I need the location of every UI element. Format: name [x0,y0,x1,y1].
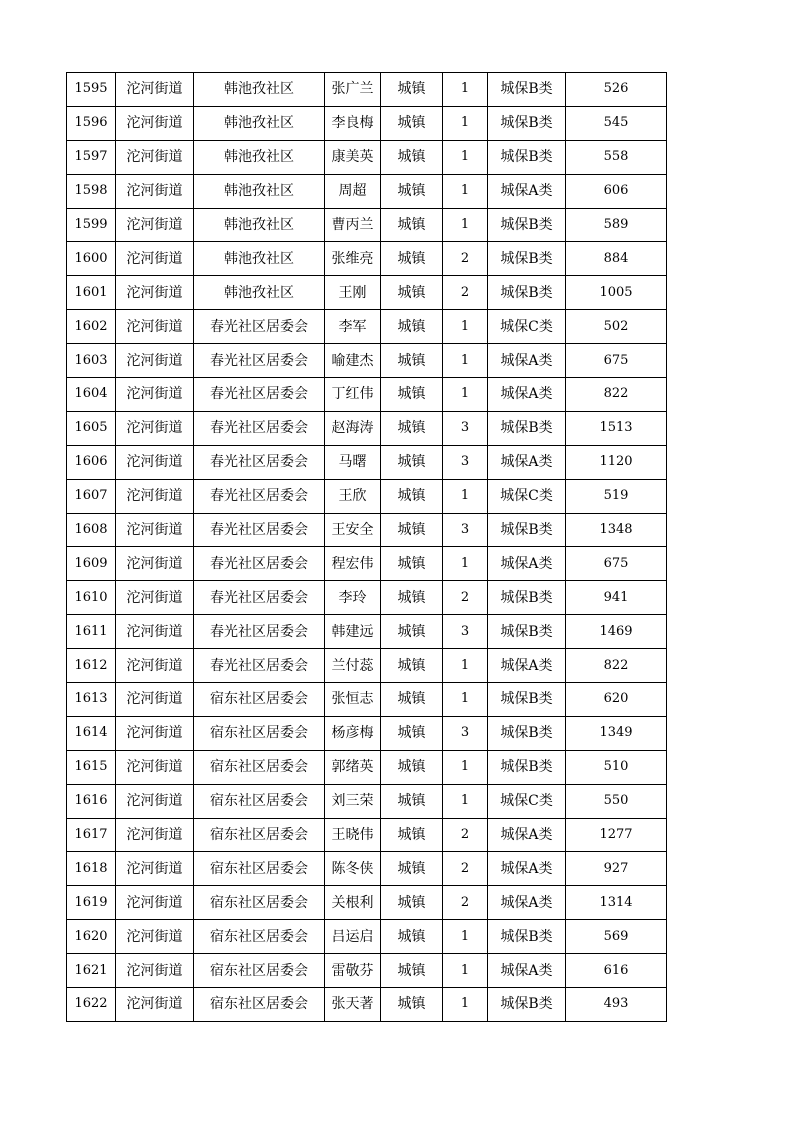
serial-number-cell: 1597 [67,140,116,174]
table-row [67,513,667,547]
amount-cell: 822 [566,649,667,683]
household-size-cell: 3 [443,513,488,547]
serial-number-cell: 1602 [67,310,116,344]
community-cell: 宿东社区居委会 [194,818,325,852]
amount-cell: 616 [566,954,667,988]
amount-cell: 545 [566,106,667,140]
household-size-cell: 2 [443,818,488,852]
table-row [67,344,667,378]
table-row [67,954,667,988]
name-cell: 刘三荣 [325,784,381,818]
serial-number-cell: 1610 [67,581,116,615]
area-type-cell: 城镇 [381,140,443,174]
household-size-cell: 1 [443,784,488,818]
category-cell: 城保B类 [488,276,566,310]
street-cell: 沱河街道 [116,581,194,615]
household-size-cell: 1 [443,649,488,683]
name-cell: 李军 [325,310,381,344]
serial-number-cell: 1601 [67,276,116,310]
serial-number-cell: 1595 [67,73,116,107]
serial-number-cell: 1616 [67,784,116,818]
serial-number-cell: 1617 [67,818,116,852]
community-cell: 春光社区居委会 [194,615,325,649]
serial-number-cell: 1621 [67,954,116,988]
area-type-cell: 城镇 [381,886,443,920]
serial-number-cell: 1612 [67,649,116,683]
name-cell: 郭绪英 [325,750,381,784]
street-cell: 沱河街道 [116,479,194,513]
street-cell: 沱河街道 [116,140,194,174]
community-cell: 春光社区居委会 [194,378,325,412]
community-cell: 春光社区居委会 [194,445,325,479]
serial-number-cell: 1620 [67,920,116,954]
amount-cell: 558 [566,140,667,174]
area-type-cell: 城镇 [381,513,443,547]
name-cell: 康美英 [325,140,381,174]
street-cell: 沱河街道 [116,615,194,649]
amount-cell: 1469 [566,615,667,649]
street-cell: 沱河街道 [116,920,194,954]
area-type-cell: 城镇 [381,344,443,378]
name-cell: 杨彦梅 [325,716,381,750]
table-row [67,716,667,750]
community-cell: 宿东社区居委会 [194,683,325,717]
household-size-cell: 1 [443,106,488,140]
name-cell: 关根利 [325,886,381,920]
serial-number-cell: 1600 [67,242,116,276]
serial-number-cell: 1603 [67,344,116,378]
serial-number-cell: 1614 [67,716,116,750]
household-size-cell: 2 [443,886,488,920]
community-cell: 春光社区居委会 [194,581,325,615]
serial-number-cell: 1608 [67,513,116,547]
community-cell: 韩池孜社区 [194,106,325,140]
street-cell: 沱河街道 [116,954,194,988]
household-size-cell: 1 [443,208,488,242]
community-cell: 宿东社区居委会 [194,954,325,988]
name-cell: 周超 [325,174,381,208]
community-cell: 春光社区居委会 [194,411,325,445]
amount-cell: 1005 [566,276,667,310]
serial-number-cell: 1596 [67,106,116,140]
household-size-cell: 1 [443,988,488,1022]
amount-cell: 550 [566,784,667,818]
table-row [67,581,667,615]
category-cell: 城保B类 [488,581,566,615]
amount-cell: 941 [566,581,667,615]
household-size-cell: 3 [443,716,488,750]
community-cell: 宿东社区居委会 [194,784,325,818]
street-cell: 沱河街道 [116,411,194,445]
category-cell: 城保B类 [488,208,566,242]
amount-cell: 1513 [566,411,667,445]
household-size-cell: 3 [443,615,488,649]
household-size-cell: 1 [443,547,488,581]
household-size-cell: 1 [443,479,488,513]
category-cell: 城保B类 [488,140,566,174]
area-type-cell: 城镇 [381,615,443,649]
table-row [67,988,667,1022]
category-cell: 城保A类 [488,954,566,988]
serial-number-cell: 1618 [67,852,116,886]
amount-cell: 620 [566,683,667,717]
category-cell: 城保C类 [488,479,566,513]
community-cell: 宿东社区居委会 [194,716,325,750]
category-cell: 城保B类 [488,615,566,649]
name-cell: 丁红伟 [325,378,381,412]
name-cell: 马曙 [325,445,381,479]
street-cell: 沱河街道 [116,818,194,852]
name-cell: 韩建远 [325,615,381,649]
household-size-cell: 1 [443,310,488,344]
community-cell: 春光社区居委会 [194,479,325,513]
area-type-cell: 城镇 [381,581,443,615]
amount-cell: 569 [566,920,667,954]
area-type-cell: 城镇 [381,310,443,344]
street-cell: 沱河街道 [116,174,194,208]
category-cell: 城保B类 [488,716,566,750]
category-cell: 城保B类 [488,920,566,954]
serial-number-cell: 1607 [67,479,116,513]
street-cell: 沱河街道 [116,547,194,581]
amount-cell: 510 [566,750,667,784]
amount-cell: 1120 [566,445,667,479]
area-type-cell: 城镇 [381,106,443,140]
records-table [66,72,667,1022]
area-type-cell: 城镇 [381,547,443,581]
name-cell: 王刚 [325,276,381,310]
name-cell: 张维亮 [325,242,381,276]
table-row [67,547,667,581]
category-cell: 城保A类 [488,852,566,886]
category-cell: 城保B类 [488,242,566,276]
name-cell: 李玲 [325,581,381,615]
street-cell: 沱河街道 [116,750,194,784]
community-cell: 春光社区居委会 [194,649,325,683]
name-cell: 陈冬侠 [325,852,381,886]
serial-number-cell: 1604 [67,378,116,412]
name-cell: 张天著 [325,988,381,1022]
name-cell: 赵海涛 [325,411,381,445]
community-cell: 韩池孜社区 [194,208,325,242]
household-size-cell: 1 [443,378,488,412]
household-size-cell: 1 [443,954,488,988]
street-cell: 沱河街道 [116,513,194,547]
category-cell: 城保B类 [488,683,566,717]
serial-number-cell: 1613 [67,683,116,717]
area-type-cell: 城镇 [381,73,443,107]
household-size-cell: 2 [443,276,488,310]
table-row [67,378,667,412]
household-size-cell: 1 [443,750,488,784]
amount-cell: 675 [566,344,667,378]
street-cell: 沱河街道 [116,886,194,920]
category-cell: 城保B类 [488,73,566,107]
amount-cell: 1314 [566,886,667,920]
table-body [67,73,667,1022]
community-cell: 宿东社区居委会 [194,750,325,784]
area-type-cell: 城镇 [381,750,443,784]
table-row [67,174,667,208]
table-row [67,683,667,717]
name-cell: 喻建杰 [325,344,381,378]
area-type-cell: 城镇 [381,174,443,208]
community-cell: 韩池孜社区 [194,276,325,310]
table-row [67,140,667,174]
serial-number-cell: 1619 [67,886,116,920]
name-cell: 王晓伟 [325,818,381,852]
area-type-cell: 城镇 [381,852,443,886]
name-cell: 王欣 [325,479,381,513]
table-row [67,649,667,683]
table-row [67,73,667,107]
serial-number-cell: 1615 [67,750,116,784]
name-cell: 吕运启 [325,920,381,954]
category-cell: 城保B类 [488,750,566,784]
amount-cell: 927 [566,852,667,886]
community-cell: 韩池孜社区 [194,73,325,107]
serial-number-cell: 1605 [67,411,116,445]
category-cell: 城保A类 [488,547,566,581]
name-cell: 李良梅 [325,106,381,140]
amount-cell: 1277 [566,818,667,852]
household-size-cell: 1 [443,683,488,717]
name-cell: 雷敬芬 [325,954,381,988]
street-cell: 沱河街道 [116,344,194,378]
category-cell: 城保A类 [488,445,566,479]
table-row [67,615,667,649]
category-cell: 城保B类 [488,106,566,140]
amount-cell: 493 [566,988,667,1022]
category-cell: 城保B类 [488,513,566,547]
area-type-cell: 城镇 [381,683,443,717]
community-cell: 韩池孜社区 [194,140,325,174]
category-cell: 城保C类 [488,310,566,344]
amount-cell: 1349 [566,716,667,750]
street-cell: 沱河街道 [116,378,194,412]
category-cell: 城保B类 [488,988,566,1022]
household-size-cell: 3 [443,411,488,445]
street-cell: 沱河街道 [116,310,194,344]
table-row [67,445,667,479]
community-cell: 宿东社区居委会 [194,886,325,920]
street-cell: 沱河街道 [116,106,194,140]
community-cell: 春光社区居委会 [194,513,325,547]
community-cell: 宿东社区居委会 [194,988,325,1022]
table-row [67,106,667,140]
amount-cell: 606 [566,174,667,208]
area-type-cell: 城镇 [381,411,443,445]
street-cell: 沱河街道 [116,445,194,479]
street-cell: 沱河街道 [116,242,194,276]
area-type-cell: 城镇 [381,954,443,988]
street-cell: 沱河街道 [116,73,194,107]
serial-number-cell: 1606 [67,445,116,479]
amount-cell: 675 [566,547,667,581]
household-size-cell: 3 [443,445,488,479]
table-row [67,920,667,954]
table-row [67,276,667,310]
household-size-cell: 1 [443,920,488,954]
table-row [67,479,667,513]
amount-cell: 526 [566,73,667,107]
area-type-cell: 城镇 [381,445,443,479]
amount-cell: 1348 [566,513,667,547]
table-row [67,411,667,445]
community-cell: 韩池孜社区 [194,174,325,208]
table-row [67,852,667,886]
category-cell: 城保A类 [488,886,566,920]
area-type-cell: 城镇 [381,242,443,276]
street-cell: 沱河街道 [116,208,194,242]
street-cell: 沱河街道 [116,683,194,717]
street-cell: 沱河街道 [116,276,194,310]
category-cell: 城保A类 [488,818,566,852]
area-type-cell: 城镇 [381,818,443,852]
name-cell: 王安全 [325,513,381,547]
community-cell: 春光社区居委会 [194,344,325,378]
street-cell: 沱河街道 [116,852,194,886]
community-cell: 宿东社区居委会 [194,920,325,954]
table-row [67,818,667,852]
community-cell: 春光社区居委会 [194,310,325,344]
household-size-cell: 1 [443,140,488,174]
category-cell: 城保A类 [488,378,566,412]
category-cell: 城保A类 [488,344,566,378]
street-cell: 沱河街道 [116,649,194,683]
amount-cell: 884 [566,242,667,276]
name-cell: 张恒志 [325,683,381,717]
table-row [67,750,667,784]
category-cell: 城保B类 [488,411,566,445]
community-cell: 春光社区居委会 [194,547,325,581]
amount-cell: 589 [566,208,667,242]
area-type-cell: 城镇 [381,276,443,310]
serial-number-cell: 1609 [67,547,116,581]
street-cell: 沱河街道 [116,988,194,1022]
table-row [67,310,667,344]
household-size-cell: 2 [443,581,488,615]
area-type-cell: 城镇 [381,988,443,1022]
household-size-cell: 1 [443,174,488,208]
amount-cell: 822 [566,378,667,412]
household-size-cell: 2 [443,242,488,276]
area-type-cell: 城镇 [381,649,443,683]
name-cell: 曹丙兰 [325,208,381,242]
table-row [67,886,667,920]
area-type-cell: 城镇 [381,784,443,818]
household-size-cell: 2 [443,852,488,886]
table-row [67,784,667,818]
street-cell: 沱河街道 [116,784,194,818]
area-type-cell: 城镇 [381,716,443,750]
area-type-cell: 城镇 [381,920,443,954]
name-cell: 程宏伟 [325,547,381,581]
serial-number-cell: 1599 [67,208,116,242]
serial-number-cell: 1611 [67,615,116,649]
amount-cell: 519 [566,479,667,513]
name-cell: 兰付蕊 [325,649,381,683]
serial-number-cell: 1622 [67,988,116,1022]
area-type-cell: 城镇 [381,208,443,242]
street-cell: 沱河街道 [116,716,194,750]
community-cell: 韩池孜社区 [194,242,325,276]
category-cell: 城保C类 [488,784,566,818]
area-type-cell: 城镇 [381,479,443,513]
table-row [67,208,667,242]
amount-cell: 502 [566,310,667,344]
community-cell: 宿东社区居委会 [194,852,325,886]
name-cell: 张广兰 [325,73,381,107]
category-cell: 城保A类 [488,649,566,683]
household-size-cell: 1 [443,344,488,378]
household-size-cell: 1 [443,73,488,107]
table-row [67,242,667,276]
serial-number-cell: 1598 [67,174,116,208]
area-type-cell: 城镇 [381,378,443,412]
category-cell: 城保A类 [488,174,566,208]
